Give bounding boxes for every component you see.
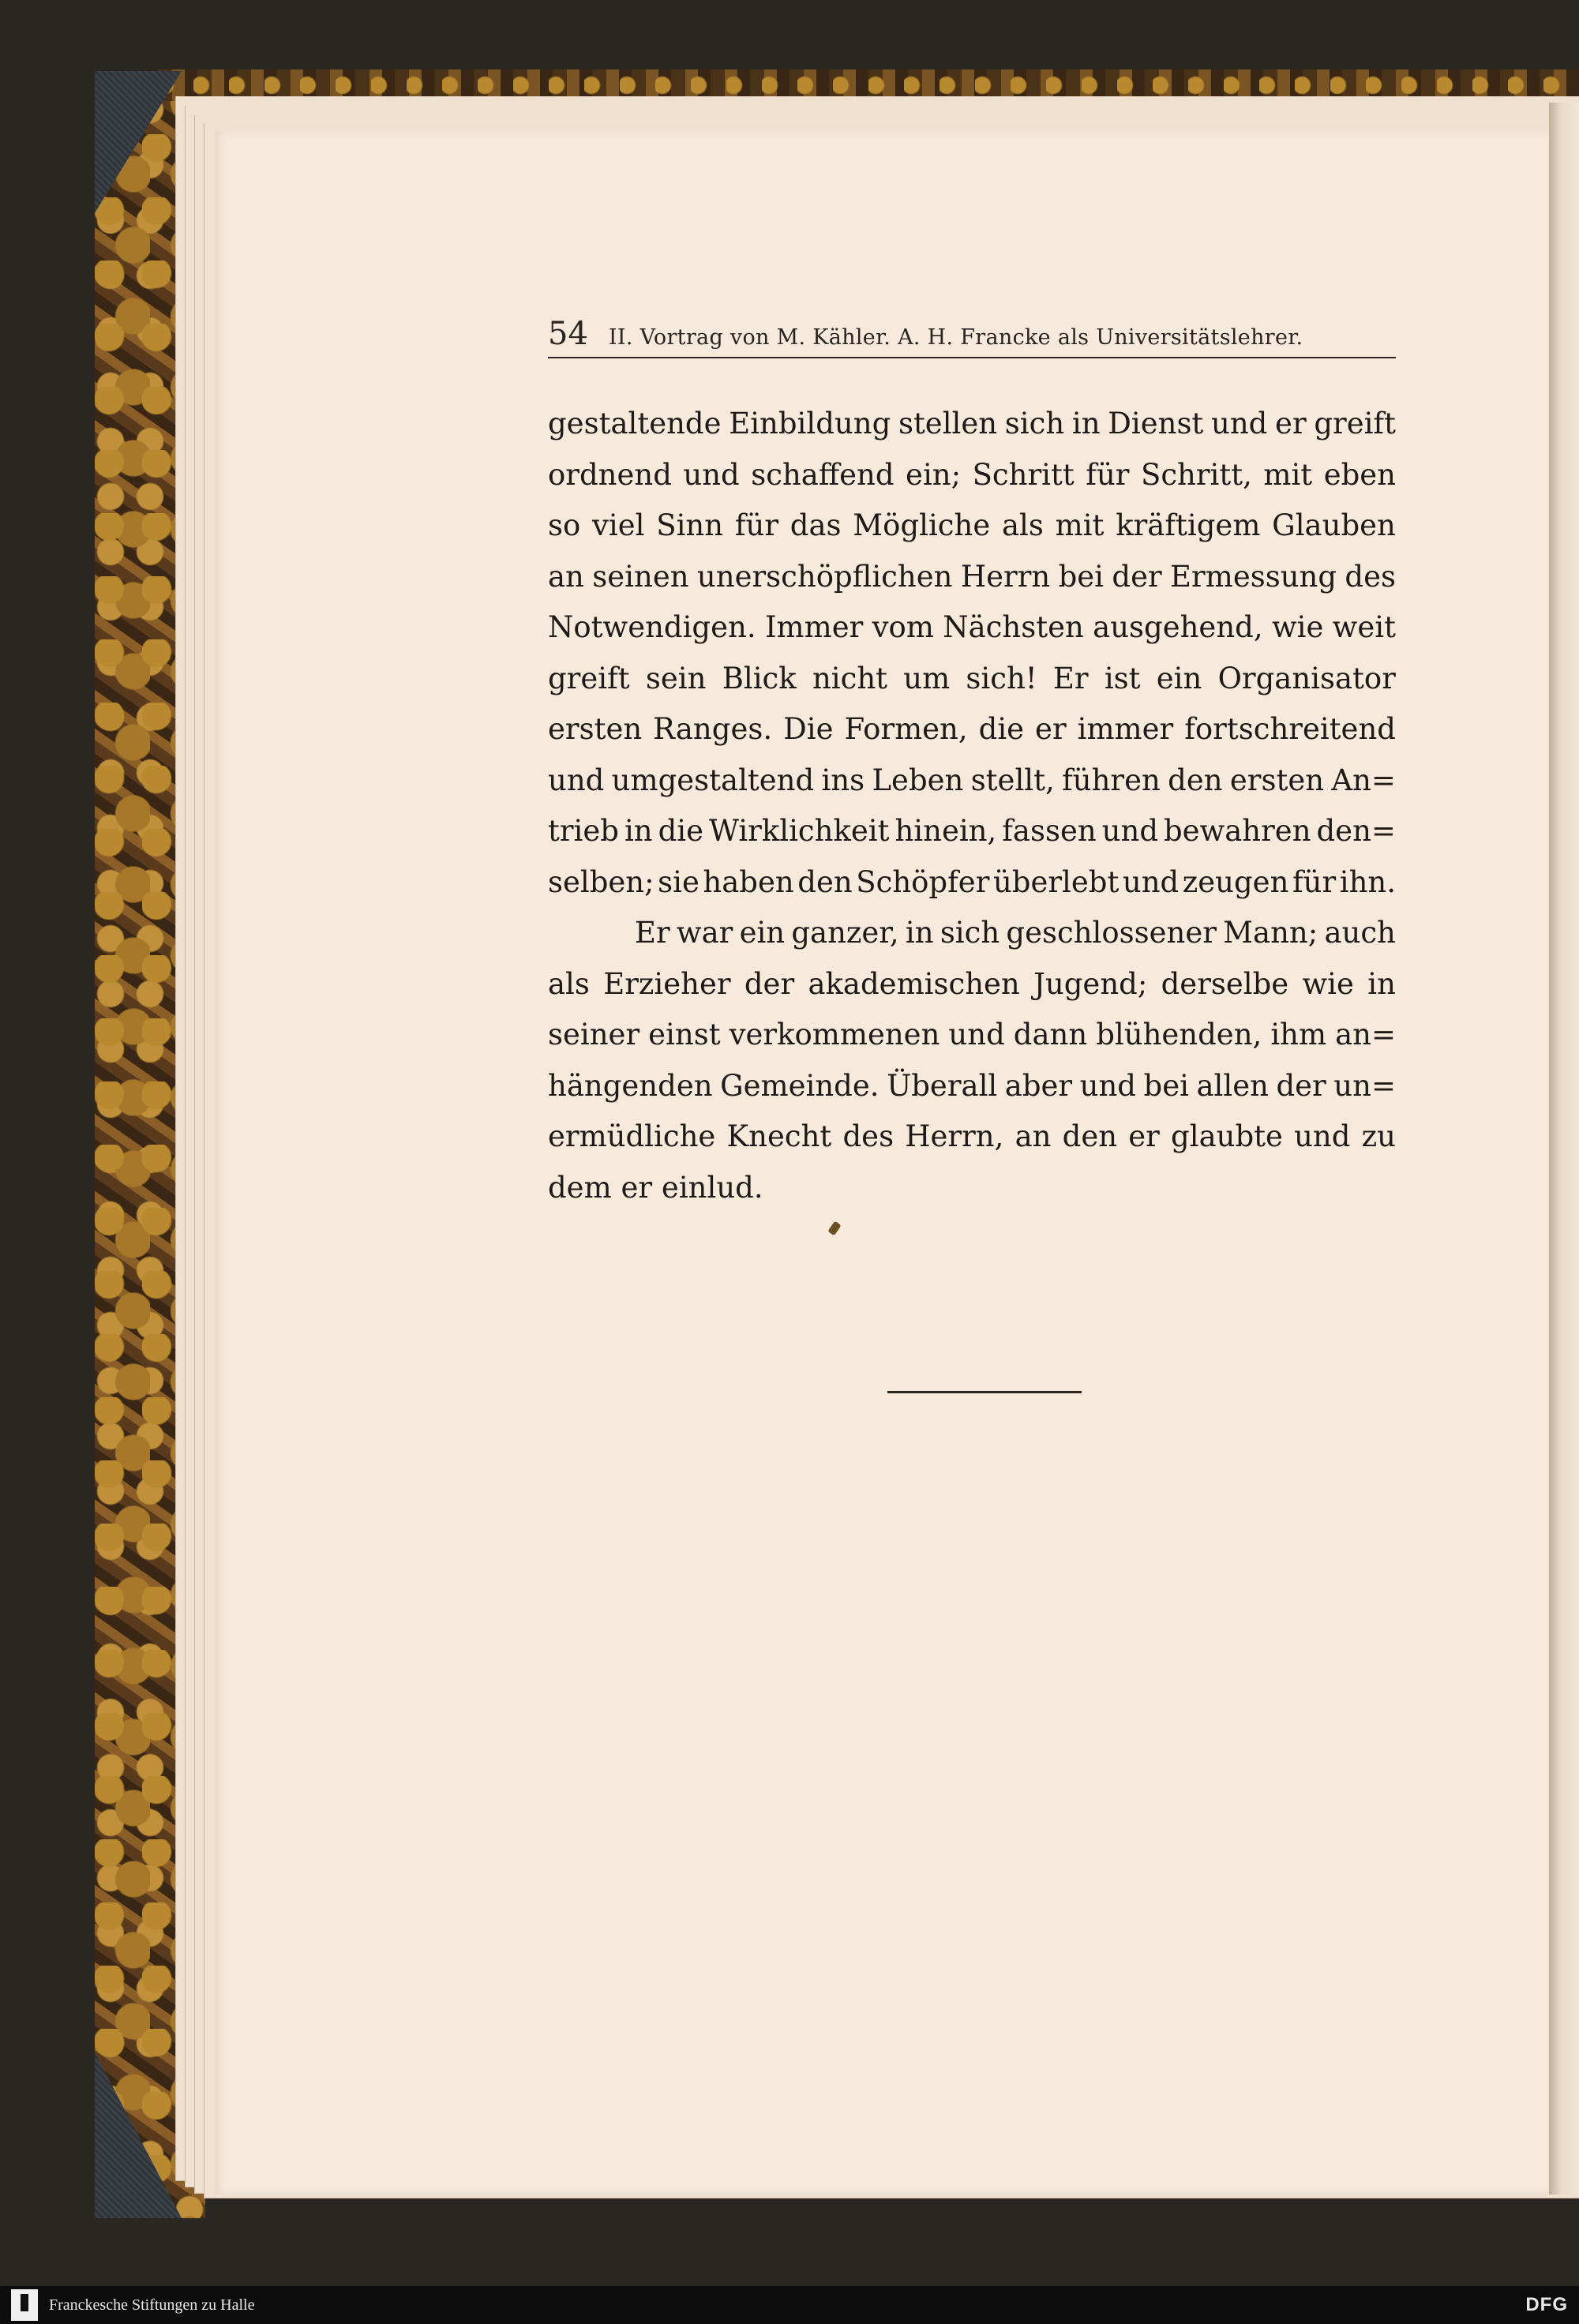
page-number: 54 bbox=[548, 316, 588, 352]
text-line: dem er einlud. bbox=[548, 1170, 763, 1205]
text-line: trieb in die Wirklichkeit hinein, fassen und bewahren den= bbox=[548, 814, 1396, 848]
text-line: hängenden Gemeinde. Überall aber und bei allen der un= bbox=[548, 1068, 1396, 1103]
text-line: Notwendigen. Immer vom Nächsten ausgehend, wie weit bbox=[548, 610, 1396, 644]
institution-logo-icon bbox=[11, 2289, 38, 2321]
text-line: ermüdliche Knecht des Herrn, an den er glaubte und zu bbox=[548, 1119, 1396, 1153]
running-head: II. Vortrag von M. Kähler. A. H. Francke als Universitätslehrer. bbox=[608, 325, 1303, 350]
facing-page-edge bbox=[1549, 103, 1579, 2195]
text-line: Er war ein ganzer, in sich geschlossener Mann; auch bbox=[635, 916, 1396, 950]
text-line: greift sein Blick nicht um sich! Er ist ein Organisator bbox=[548, 661, 1396, 695]
footer-left bbox=[0, 2289, 254, 2321]
text-line: an seinen unerschöpflichen Herrn bei der Ermessung des bbox=[548, 559, 1396, 594]
page-header bbox=[548, 316, 1396, 358]
text-line: seiner einst verkommenen und dann blühenden, ihm an= bbox=[548, 1018, 1396, 1051]
paragraph-1 bbox=[548, 399, 1396, 908]
text-line: ersten Ranges. Die Formen, die er immer fortschreitend bbox=[548, 712, 1396, 746]
text-line: und umgestaltend ins Leben stellt, führen den ersten An= bbox=[548, 763, 1396, 797]
text-line: gestaltende Einbildung stellen sich in Dienst und er greift bbox=[548, 407, 1396, 440]
body-text bbox=[548, 399, 1396, 1213]
footer-institution: Franckesche Stiftungen zu Halle bbox=[49, 2296, 255, 2314]
text-line: selben; sie haben den Schöpfer überlebt und zeugen für ihn. bbox=[548, 864, 1396, 899]
paragraph-2 bbox=[548, 908, 1396, 1213]
text-line: so viel Sinn für das Mögliche als mit kräftigem Glauben bbox=[548, 508, 1396, 542]
text-line: ordnend und schaffend ein; Schritt für Schritt, mit eben bbox=[548, 457, 1396, 492]
dfg-logo: DFG bbox=[1525, 2294, 1568, 2315]
viewer-footer bbox=[0, 2286, 1579, 2324]
section-end-rule bbox=[887, 1391, 1082, 1393]
text-line: als Erzieher der akademischen Jugend; derselbe wie in bbox=[548, 966, 1396, 1001]
